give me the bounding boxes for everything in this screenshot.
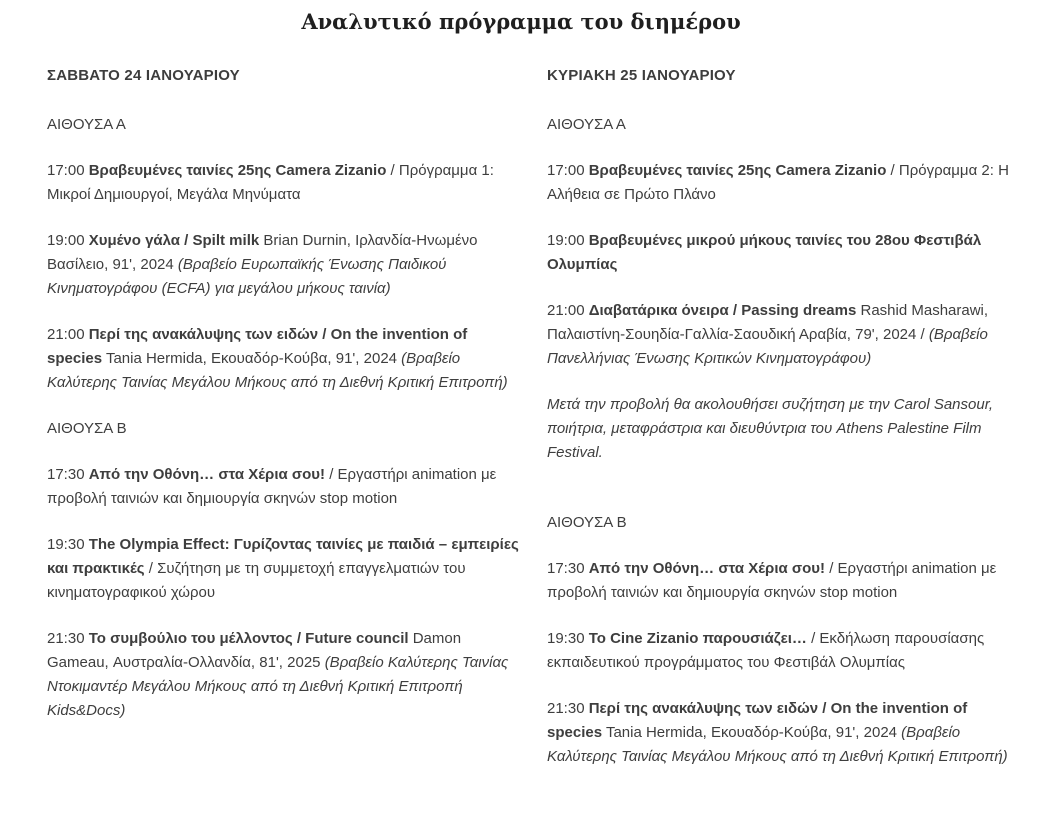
day-header: ΣΑΒΒΑΤΟ 24 ΙΑΝΟΥΑΡΙΟΥ <box>47 67 240 84</box>
event-award-note: (Βραβείο Καλύτερης Ταινίας Ντοκιμαντέρ Μεγάλου Μήκους από τη Διεθνή Κριτική Επιτροπή Kids&Docs) <box>47 654 509 719</box>
program-columns <box>0 64 1042 791</box>
event-entry <box>547 159 1020 207</box>
event-entry <box>547 229 1020 277</box>
program-column-saturday <box>47 64 520 745</box>
event-time: 17:30 <box>47 466 89 483</box>
event-title: Χυμένο γάλα / Spilt milk <box>88 232 260 249</box>
event-title: Το συμβούλιο του μέλλοντος / Future council <box>88 630 409 647</box>
venue-label: ΑΙΘΟΥΣΑ Α <box>547 116 626 133</box>
event-title: Διαβατάρικα όνειρα / Passing dreams <box>588 302 857 319</box>
event-entry <box>47 159 520 207</box>
event-description: / Πρόγραμμα 2: Η Αλήθεια σε Πρώτο Πλάνο <box>547 162 1009 203</box>
event-award-note: (Βραβείο Καλύτερης Ταινίας Μεγάλου Μήκους από τη Διεθνή Κριτική Επιτροπή) <box>547 724 1008 765</box>
event-description: Damon Gameau, Αυστραλία-Ολλανδία, 81', 2025 <box>47 630 462 671</box>
day-header: ΚΥΡΙΑΚΗ 25 ΙΑΝΟΥΑΡΙΟΥ <box>547 67 736 84</box>
event-title: Περί της ανακάλυψης των ειδών / On the invention of species <box>547 700 968 741</box>
event-time: 19:30 <box>47 536 89 553</box>
event-time: 21:00 <box>47 326 89 343</box>
event-award-note: (Βραβείο Πανελλήνιας Ένωσης Κριτικών Κινηματογράφου) <box>547 326 988 367</box>
event-description: Tania Hermida, Εκουαδόρ-Κούβα, 91', 2024 <box>102 350 402 367</box>
event-time: 17:30 <box>547 560 589 577</box>
event-description: / Εργαστήρι animation με προβολή ταινιών και δημιουργία σκηνών stop motion <box>47 466 497 507</box>
event-time: 17:00 <box>47 162 89 179</box>
event-description: / Πρόγραμμα 1: Μικροί Δημιουργοί, Μεγάλα Μηνύματα <box>47 162 494 203</box>
event-time: 19:30 <box>547 630 589 647</box>
event-time: 21:30 <box>47 630 89 647</box>
event-title: Από την Οθόνη… στα Χέρια σου! <box>588 560 826 577</box>
event-description: / Εργαστήρι animation με προβολή ταινιών και δημιουργία σκηνών stop motion <box>547 560 997 601</box>
event-entry <box>47 323 520 395</box>
page-title: Αναλυτικό πρόγραμμα του διημέρου <box>301 9 741 34</box>
event-title: Βραβευμένες ταινίες 25ης Camera Zizanio <box>588 162 887 179</box>
event-description: Tania Hermida, Εκουαδόρ-Κούβα, 91', 2024 <box>602 724 902 741</box>
blank-line-spacer <box>547 487 1020 511</box>
event-description: / Συζήτηση με τη συμμετοχή επαγγελματιών του κινηματογραφικού χώρου <box>47 560 466 601</box>
event-time: 21:00 <box>547 302 589 319</box>
event-entry <box>547 299 1020 371</box>
event-entry <box>47 463 520 511</box>
event-time: 19:00 <box>47 232 89 249</box>
event-time: 19:00 <box>547 232 589 249</box>
event-entry <box>547 697 1020 769</box>
event-award-note: (Βραβείο Καλύτερης Ταινίας Μεγάλου Μήκους από τη Διεθνή Κριτική Επιτροπή) <box>47 350 508 391</box>
event-entry <box>547 393 1020 465</box>
event-description: Brian Durnin, Ιρλανδία-Ηνωμένο Βασίλειο, 91', 2024 <box>47 232 478 273</box>
venue-label: ΑΙΘΟΥΣΑ Β <box>547 514 627 531</box>
event-description: Rashid Masharawi, Παλαιστίνη-Σουηδία-Γαλλία-Σαουδική Αραβία, 79', 2024 / <box>547 302 989 343</box>
event-entry <box>47 627 520 723</box>
event-entry <box>47 533 520 605</box>
event-title: Βραβευμένες μικρού μήκους ταινίες του 28ου Φεστιβάλ Ολυμπίας <box>547 232 982 273</box>
venue-label: ΑΙΘΟΥΣΑ Α <box>47 116 126 133</box>
event-title: Βραβευμένες ταινίες 25ης Camera Zizanio <box>88 162 387 179</box>
event-entry <box>47 229 520 301</box>
event-title: Το Cine Zizanio παρουσιάζει… <box>588 630 807 647</box>
event-title: The Olympia Effect: Γυρίζοντας ταινίες με παιδιά – εμπειρίες και πρακτικές <box>47 536 519 577</box>
event-entry <box>547 557 1020 605</box>
event-award-note: Μετά την προβολή θα ακολουθήσει συζήτηση με την Carol Sansour, ποιήτρια, μεταφράστρια και διευθύντρια του Athens Palestine Film Festival. <box>547 396 994 461</box>
event-title: Περί της ανακάλυψης των ειδών / On the invention of species <box>47 326 468 367</box>
event-description: / Εκδήλωση παρουσίασης εκπαιδευτικού προγράμματος του Φεστιβάλ Ολυμπίας <box>547 630 985 671</box>
event-time: 21:30 <box>547 700 589 717</box>
event-time: 17:00 <box>547 162 589 179</box>
program-column-sunday <box>547 64 1020 791</box>
event-entry <box>547 627 1020 675</box>
venue-label: ΑΙΘΟΥΣΑ Β <box>47 420 127 437</box>
event-award-note: (Βραβείο Ευρωπαϊκής Ένωσης Παιδικού Κινηματογράφου (ECFA) για μεγάλου μήκους ταινία) <box>47 256 447 297</box>
event-title: Από την Οθόνη… στα Χέρια σου! <box>88 466 326 483</box>
